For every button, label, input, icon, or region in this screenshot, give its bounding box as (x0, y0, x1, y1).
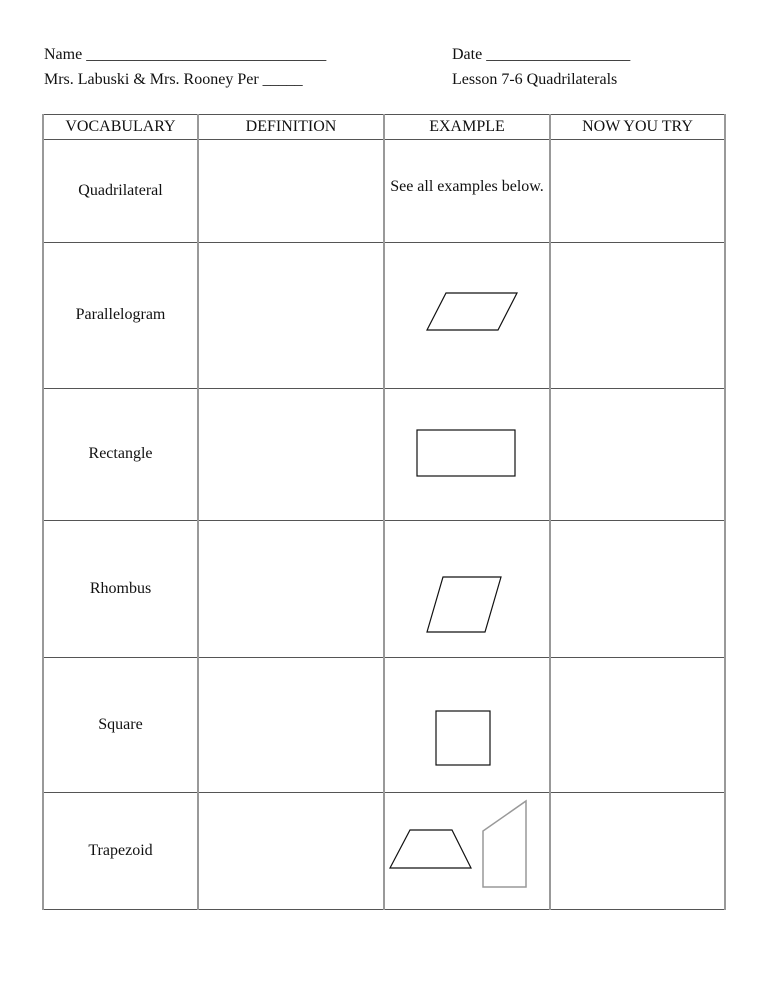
term-rectangle: Rectangle (88, 445, 153, 462)
term-quadrilateral: Quadrilateral (78, 181, 163, 199)
lesson-title: Lesson 7-6 Quadrilaterals (452, 71, 618, 88)
rhombus-shape (427, 577, 501, 632)
trapezoid-shape (390, 830, 471, 868)
parallelogram-shape (427, 293, 517, 330)
column-header-vocabulary: VOCABULARY (65, 117, 176, 135)
term-rhombus: Rhombus (89, 579, 152, 597)
name-field-line: Name ______________________________ (44, 46, 327, 63)
date-field-line: Date __________________ (452, 46, 631, 63)
column-header-example: EXAMPLE (429, 117, 505, 135)
column-header-definition: DEFINITION (245, 117, 337, 135)
term-parallelogram: Parallelogram (75, 306, 166, 323)
example-note: See all examples below. (390, 177, 544, 195)
right-trapezoid-shape (483, 801, 526, 887)
column-header-now-you-try: NOW YOU TRY (582, 117, 693, 135)
term-trapezoid: Trapezoid (88, 841, 153, 859)
term-square: Square (98, 715, 143, 733)
teacher-period-line: Mrs. Labuski & Mrs. Rooney Per _____ (44, 71, 303, 88)
square-shape (436, 711, 490, 765)
rectangle-shape (417, 430, 515, 476)
